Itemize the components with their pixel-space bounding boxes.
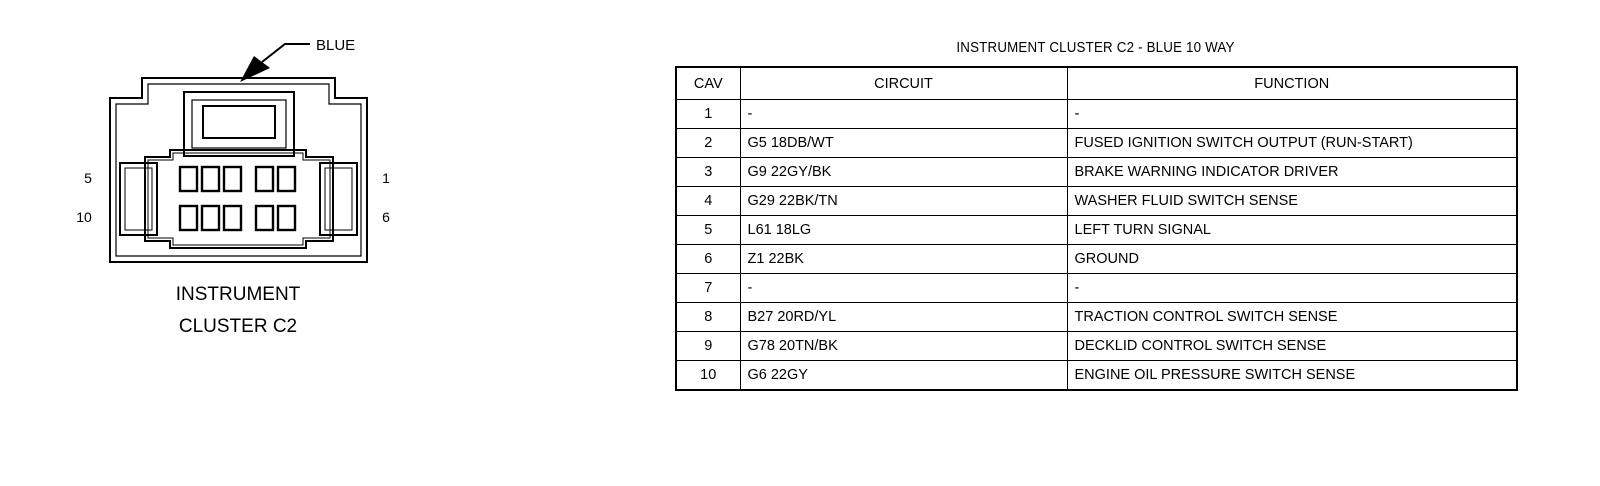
table-row [676, 129, 1517, 158]
pin-label-top-right: 1 [382, 170, 390, 186]
cell-function: GROUND [1067, 245, 1517, 274]
cavity-row-bottom [180, 206, 295, 230]
cell-function: DECKLID CONTROL SWITCH SENSE [1067, 332, 1517, 361]
header-circuit: CIRCUIT [740, 67, 1067, 100]
cell-cav: 7 [676, 274, 740, 303]
pin-label-top-left: 5 [84, 170, 92, 186]
cell-function: ENGINE OIL PRESSURE SWITCH SENSE [1067, 361, 1517, 391]
cell-cav: 4 [676, 187, 740, 216]
header-function: FUNCTION [1067, 67, 1517, 100]
cell-cav: 3 [676, 158, 740, 187]
table-row [676, 361, 1517, 391]
cell-function: LEFT TURN SIGNAL [1067, 216, 1517, 245]
connector-name-line-2: CLUSTER C2 [178, 316, 298, 337]
cell-cav: 9 [676, 332, 740, 361]
cell-cav: 10 [676, 361, 740, 391]
table-row [676, 274, 1517, 303]
cell-circuit: G6 22GY [740, 361, 1067, 391]
cell-circuit: L61 18LG [740, 216, 1067, 245]
table-title: INSTRUMENT CLUSTER C2 - BLUE 10 WAY [956, 40, 1235, 56]
table-row [676, 100, 1517, 129]
header-cav: CAV [676, 67, 740, 100]
table-row [676, 245, 1517, 274]
cell-function: - [1067, 274, 1517, 303]
cell-circuit: G5 18DB/WT [740, 129, 1067, 158]
pin-label-bottom-right: 6 [382, 209, 390, 225]
left-key [120, 163, 157, 235]
pin-label-bottom-left: 10 [76, 209, 92, 225]
color-leader-line [262, 44, 310, 62]
right-key [320, 163, 357, 235]
cell-function: TRACTION CONTROL SWITCH SENSE [1067, 303, 1517, 332]
cell-function: FUSED IGNITION SWITCH OUTPUT (RUN-START) [1067, 129, 1517, 158]
cell-cav: 6 [676, 245, 740, 274]
cell-function: BRAKE WARNING INDICATOR DRIVER [1067, 158, 1517, 187]
cell-circuit: - [740, 100, 1067, 129]
cell-function: WASHER FLUID SWITCH SENSE [1067, 187, 1517, 216]
cell-cav: 8 [676, 303, 740, 332]
cell-circuit: Z1 22BK [740, 245, 1067, 274]
table-row [676, 187, 1517, 216]
cell-circuit: - [740, 274, 1067, 303]
cell-circuit: B27 20RD/YL [740, 303, 1067, 332]
cell-cav: 1 [676, 100, 740, 129]
connector-diagram [0, 0, 620, 486]
table-row [676, 303, 1517, 332]
cell-circuit: G29 22BK/TN [740, 187, 1067, 216]
connector-name-line-1: INSTRUMENT [175, 284, 301, 305]
cavity-row-top [180, 167, 295, 191]
table-row [676, 332, 1517, 361]
cell-function: - [1067, 100, 1517, 129]
cell-circuit: G9 22GY/BK [740, 158, 1067, 187]
pinout-table [675, 66, 1518, 391]
table-row [676, 216, 1517, 245]
cell-cav: 5 [676, 216, 740, 245]
connector-latch [184, 92, 294, 156]
table-row [676, 158, 1517, 187]
cell-circuit: G78 20TN/BK [740, 332, 1067, 361]
connector-color-label: BLUE [316, 37, 356, 54]
cell-cav: 2 [676, 129, 740, 158]
table-header-row [676, 67, 1517, 100]
